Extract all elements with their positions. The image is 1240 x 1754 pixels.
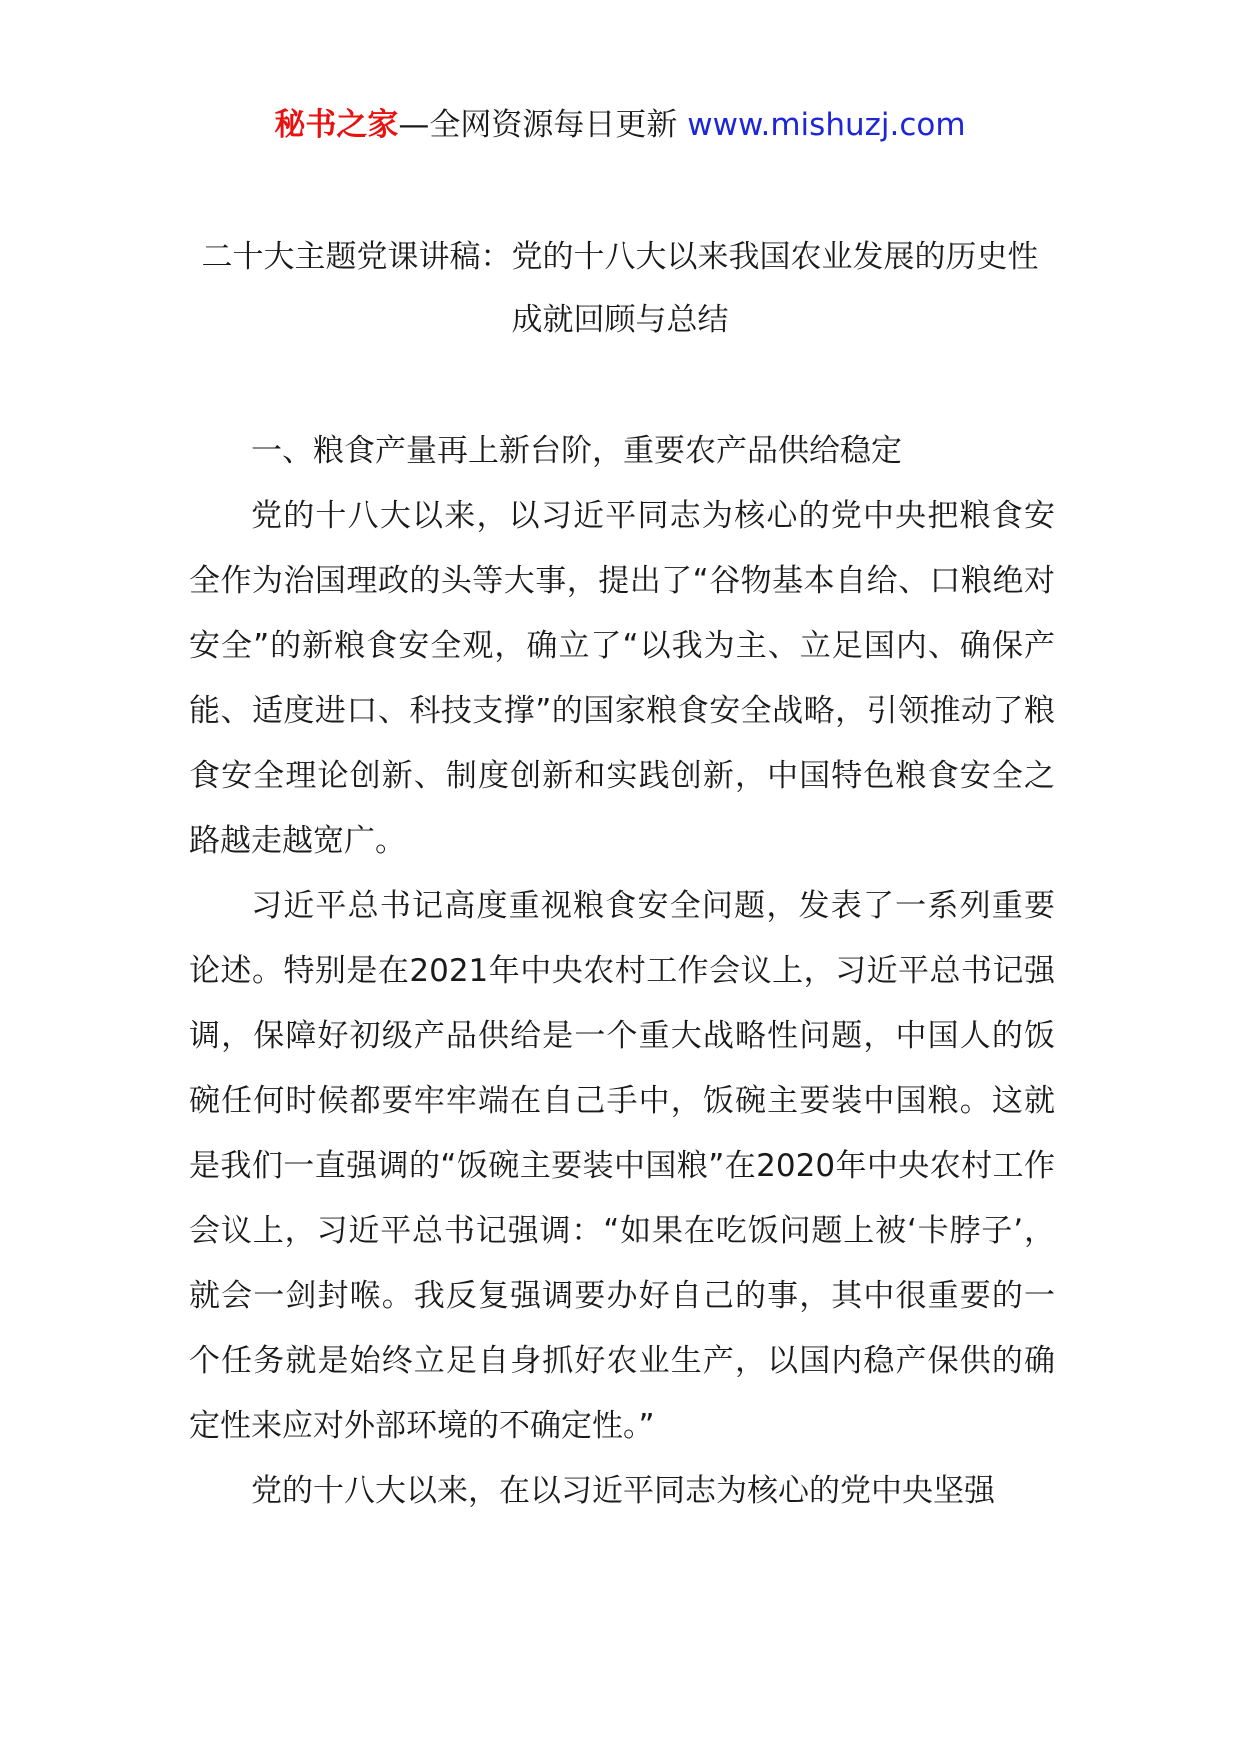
site-brand: 秘书之家 (274, 107, 399, 143)
document-title: 二十大主题党课讲稿：党的十八大以来我国农业发展的历史性成就回顾与总结 (201, 239, 1039, 338)
document-body (189, 419, 1055, 1524)
paragraph: 党的十八大以来，在以习近平同志为核心的党中央坚强 (251, 1473, 995, 1509)
paragraph: 习近平总书记高度重视粮食安全问题，发表了一系列重要论述。特别是在2021年中央农村工作会议上，习近平总书记强调，保障好初级产品供给是一个重大战略性问题，中国人的饭碗任何时候都要牢牢端在自己手中，饭碗主要装中国粮。这就是我们一直强调的“饭碗主要装中国粮”在2020年中央农村工作会议上，习近平总书记强调：“如果在吃饭问题上被‘卡脖子’，就会一剑封喉。我反复强调要办好自己的事，其中很重要的一个任务就是始终立足自身抓好农业生产，以国内稳产保供的确定性来应对外部环境的不确定性。” (189, 888, 1055, 1444)
site-url-link[interactable]: www.mishuzj.com (687, 107, 966, 143)
site-header (0, 100, 1240, 150)
paragraph: 党的十八大以来，以习近平同志为核心的党中央把粮食安全作为治国理政的头等大事，提出了“谷物基本自给、口粮绝对安全”的新粮食安全观，确立了“以我为主、立足国内、确保产能、适度进口、科技支撑”的国家粮食安全战略，引领推动了粮食安全理论创新、制度创新和实践创新，中国特色粮食安全之路越走越宽广。 (189, 498, 1055, 859)
site-tagline: —全网资源每日更新 (398, 107, 688, 143)
section-heading: 一、粮食产量再上新台阶，重要农产品供给稳定 (251, 433, 902, 469)
